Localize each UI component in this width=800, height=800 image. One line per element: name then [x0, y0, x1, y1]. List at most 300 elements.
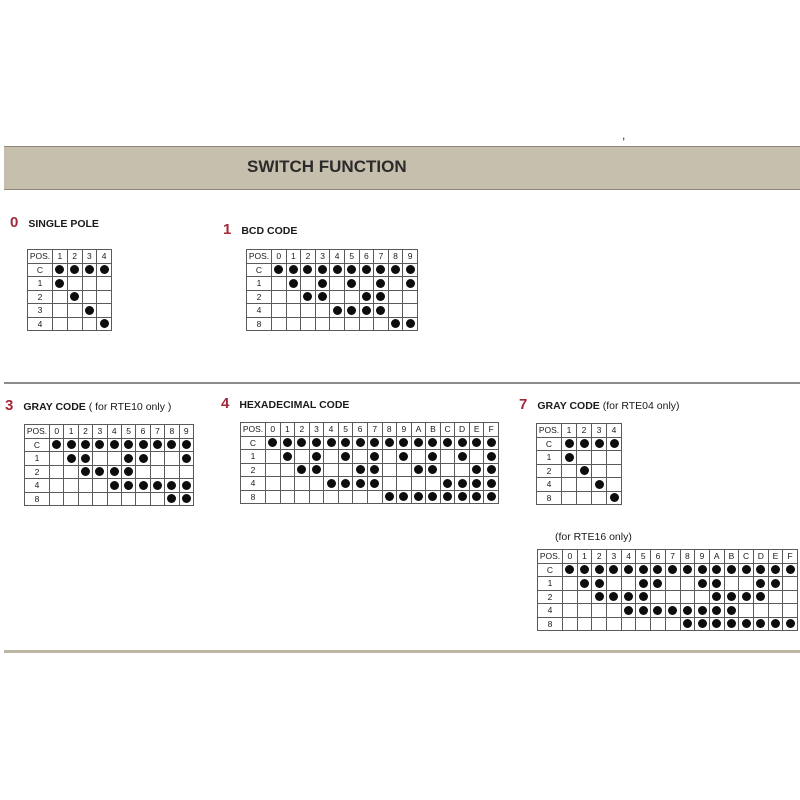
contact-dot-icon — [341, 438, 350, 447]
contact-dot-icon — [610, 439, 619, 448]
row-label: 4 — [538, 604, 563, 618]
contact-dot-icon — [139, 454, 148, 463]
contact-dot-icon — [771, 565, 780, 574]
contact-dot-icon — [297, 465, 306, 474]
contact-dot-icon — [712, 579, 721, 588]
contact-dot-icon — [595, 480, 604, 489]
contact-dot-icon — [303, 265, 312, 274]
contact-dot-icon — [153, 481, 162, 490]
contact-dot-icon — [771, 619, 780, 628]
column-header: 9 — [403, 250, 418, 264]
table-cell — [367, 490, 382, 504]
table-cell — [359, 277, 374, 291]
table-cell — [301, 317, 316, 331]
table-cell — [330, 304, 345, 318]
table-cell — [665, 577, 680, 591]
table-cell — [680, 577, 695, 591]
table-cell — [592, 491, 607, 505]
table-cell — [783, 590, 798, 604]
contact-dot-icon — [385, 492, 394, 501]
table-cell — [592, 464, 607, 478]
contact-dot-icon — [458, 492, 467, 501]
table-cell — [403, 317, 418, 331]
table-cell — [67, 304, 82, 318]
column-header: 5 — [338, 423, 353, 437]
table-cell — [93, 465, 107, 479]
column-header: 3 — [607, 550, 622, 564]
section-note: ( for RTE10 only ) — [85, 401, 172, 413]
contact-dot-icon — [303, 292, 312, 301]
table-row — [247, 290, 418, 304]
contact-dot-icon — [458, 438, 467, 447]
contact-dot-icon — [362, 265, 371, 274]
table-cell — [78, 479, 92, 493]
table-cell — [783, 577, 798, 591]
table-cell — [272, 317, 287, 331]
table-cell — [359, 263, 374, 277]
table-cell — [636, 590, 651, 604]
table-cell — [67, 263, 82, 277]
table-cell — [577, 478, 592, 492]
table-row — [538, 604, 798, 618]
contact-dot-icon — [124, 467, 133, 476]
column-header: 3 — [315, 250, 330, 264]
table-cell — [753, 563, 768, 577]
table-cell — [577, 577, 592, 591]
table-cell — [107, 479, 121, 493]
table-cell — [309, 450, 324, 464]
section-number: 0 — [10, 214, 19, 231]
table-cell — [359, 304, 374, 318]
table-cell — [121, 492, 135, 506]
column-header: B — [724, 550, 739, 564]
table-cell — [724, 617, 739, 631]
table-row — [538, 617, 798, 631]
table-cell — [286, 304, 301, 318]
table-cell — [680, 563, 695, 577]
column-header: 8 — [680, 550, 695, 564]
table-cell — [651, 590, 666, 604]
table-cell — [753, 617, 768, 631]
column-header: D — [455, 423, 470, 437]
table-cell — [324, 477, 339, 491]
table-row — [537, 478, 622, 492]
row-label: 2 — [25, 465, 50, 479]
table-cell — [179, 438, 193, 452]
section-title: BCD CODE — [241, 225, 298, 237]
contact-dot-icon — [487, 492, 496, 501]
table-cell — [97, 317, 112, 331]
column-header-pos: POS. — [247, 250, 272, 264]
table-cell — [97, 304, 112, 318]
table-cell — [484, 436, 499, 450]
section-title: SINGLE POLE — [28, 218, 99, 230]
table-cell — [577, 617, 592, 631]
table-cell — [680, 617, 695, 631]
contact-dot-icon — [683, 565, 692, 574]
contact-dot-icon — [472, 465, 481, 474]
table-cell — [455, 436, 470, 450]
row-label: 4 — [241, 477, 266, 491]
column-header: 6 — [651, 550, 666, 564]
contact-dot-icon — [472, 479, 481, 488]
table-row — [247, 304, 418, 318]
contact-dot-icon — [443, 492, 452, 501]
table-cell — [577, 563, 592, 577]
table-cell — [272, 277, 287, 291]
table-cell — [359, 317, 374, 331]
table-cell — [136, 465, 150, 479]
row-label: C — [28, 263, 53, 277]
page-title: SWITCH FUNCTION — [247, 157, 407, 176]
contact-dot-icon — [458, 452, 467, 461]
table-row — [28, 317, 112, 331]
contact-dot-icon — [100, 319, 109, 328]
table-cell — [607, 577, 622, 591]
table-cell — [382, 477, 397, 491]
table-cell — [286, 290, 301, 304]
table-cell — [562, 478, 577, 492]
column-header: 7 — [150, 425, 164, 439]
row-label: 8 — [247, 317, 272, 331]
truth-table-gray-rte10 — [24, 424, 194, 506]
section-divider — [4, 382, 800, 384]
table-cell — [440, 477, 455, 491]
contact-dot-icon — [580, 439, 589, 448]
table-cell — [440, 450, 455, 464]
table-cell — [621, 604, 636, 618]
table-cell — [426, 450, 441, 464]
table-cell — [724, 577, 739, 591]
table-cell — [411, 436, 426, 450]
contact-dot-icon — [341, 479, 350, 488]
row-label: 1 — [537, 451, 562, 465]
table-cell — [280, 490, 295, 504]
table-header-row — [538, 550, 798, 564]
contact-dot-icon — [595, 592, 604, 601]
column-header: B — [426, 423, 441, 437]
contact-dot-icon — [414, 465, 423, 474]
contact-dot-icon — [487, 465, 496, 474]
table-cell — [563, 590, 578, 604]
table-cell — [78, 465, 92, 479]
column-header: D — [753, 550, 768, 564]
table-cell — [266, 463, 281, 477]
contact-dot-icon — [391, 265, 400, 274]
table-cell — [266, 436, 281, 450]
table-cell — [53, 277, 68, 291]
table-row — [241, 490, 499, 504]
table-cell — [136, 492, 150, 506]
table-cell — [469, 436, 484, 450]
table-cell — [768, 577, 783, 591]
contact-dot-icon — [312, 438, 321, 447]
table-cell — [563, 577, 578, 591]
truth-table-single-pole — [27, 249, 112, 331]
contact-dot-icon — [639, 579, 648, 588]
table-cell — [121, 479, 135, 493]
table-cell — [359, 290, 374, 304]
contact-dot-icon — [639, 592, 648, 601]
table-cell — [309, 490, 324, 504]
contact-dot-icon — [356, 479, 365, 488]
table-cell — [695, 617, 710, 631]
table-cell — [397, 436, 412, 450]
contact-dot-icon — [609, 592, 618, 601]
table-cell — [93, 479, 107, 493]
table-cell — [382, 490, 397, 504]
column-header: 5 — [344, 250, 359, 264]
contact-dot-icon — [333, 306, 342, 315]
table-cell — [636, 617, 651, 631]
row-label: 4 — [537, 478, 562, 492]
contact-dot-icon — [341, 452, 350, 461]
contact-dot-icon — [182, 494, 191, 503]
row-label: 2 — [538, 590, 563, 604]
contact-dot-icon — [399, 438, 408, 447]
contact-dot-icon — [406, 279, 415, 288]
table-cell — [50, 479, 64, 493]
contact-dot-icon — [472, 492, 481, 501]
contact-dot-icon — [333, 265, 342, 274]
row-label: 4 — [247, 304, 272, 318]
contact-dot-icon — [595, 579, 604, 588]
contact-dot-icon — [698, 619, 707, 628]
table-cell — [286, 277, 301, 291]
table-cell — [50, 465, 64, 479]
column-header: 4 — [324, 423, 339, 437]
table-cell — [455, 450, 470, 464]
row-label: 2 — [247, 290, 272, 304]
table-cell — [388, 277, 403, 291]
table-cell — [353, 436, 368, 450]
contact-dot-icon — [283, 438, 292, 447]
table-cell — [295, 436, 310, 450]
section-heading-gray-rte10 — [5, 397, 171, 415]
row-label: C — [241, 436, 266, 450]
contact-dot-icon — [81, 440, 90, 449]
table-cell — [739, 617, 754, 631]
contact-dot-icon — [376, 279, 385, 288]
contact-dot-icon — [70, 265, 79, 274]
table-cell — [753, 590, 768, 604]
contact-dot-icon — [376, 292, 385, 301]
column-header-pos: POS. — [537, 424, 562, 438]
column-header: 1 — [562, 424, 577, 438]
table-cell — [374, 317, 389, 331]
table-cell — [709, 590, 724, 604]
table-cell — [97, 277, 112, 291]
table-row — [25, 465, 194, 479]
column-header-pos: POS. — [28, 250, 53, 264]
contact-dot-icon — [624, 606, 633, 615]
contact-dot-icon — [110, 440, 119, 449]
table-cell — [695, 590, 710, 604]
table-cell — [695, 604, 710, 618]
table-cell — [67, 290, 82, 304]
contact-dot-icon — [683, 606, 692, 615]
table-cell — [651, 617, 666, 631]
contact-dot-icon — [283, 452, 292, 461]
table-cell — [680, 604, 695, 618]
column-header: 4 — [607, 424, 622, 438]
table-cell — [53, 317, 68, 331]
table-cell — [621, 563, 636, 577]
contact-dot-icon — [668, 565, 677, 574]
table-cell — [330, 263, 345, 277]
contact-dot-icon — [756, 592, 765, 601]
table-cell — [455, 490, 470, 504]
contact-dot-icon — [139, 481, 148, 490]
table-cell — [315, 263, 330, 277]
corner-mark: , — [622, 128, 626, 142]
table-cell — [563, 604, 578, 618]
row-label: C — [247, 263, 272, 277]
column-header: 8 — [388, 250, 403, 264]
table-cell — [724, 604, 739, 618]
table-cell — [469, 477, 484, 491]
column-header: 1 — [280, 423, 295, 437]
column-header: 5 — [636, 550, 651, 564]
contact-dot-icon — [472, 438, 481, 447]
table-cell — [295, 450, 310, 464]
contact-dot-icon — [727, 592, 736, 601]
contact-dot-icon — [268, 438, 277, 447]
contact-dot-icon — [712, 592, 721, 601]
table-cell — [426, 436, 441, 450]
table-cell — [469, 450, 484, 464]
table-cell — [165, 492, 179, 506]
table-row — [538, 577, 798, 591]
column-header: 1 — [64, 425, 78, 439]
table-header-row — [25, 425, 194, 439]
contact-dot-icon — [347, 265, 356, 274]
table-cell — [150, 479, 164, 493]
table-cell — [592, 617, 607, 631]
contact-dot-icon — [370, 452, 379, 461]
contact-dot-icon — [653, 579, 662, 588]
row-label: 8 — [538, 617, 563, 631]
table-cell — [93, 492, 107, 506]
contact-dot-icon — [580, 466, 589, 475]
table-cell — [64, 452, 78, 466]
table-cell — [82, 304, 97, 318]
table-row — [537, 464, 622, 478]
contact-dot-icon — [610, 493, 619, 502]
contact-dot-icon — [347, 306, 356, 315]
table-cell — [301, 290, 316, 304]
contact-dot-icon — [428, 465, 437, 474]
contact-dot-icon — [110, 481, 119, 490]
column-header: 2 — [301, 250, 316, 264]
table-cell — [695, 577, 710, 591]
table-cell — [592, 563, 607, 577]
contact-dot-icon — [153, 440, 162, 449]
table-cell — [344, 290, 359, 304]
column-header: 2 — [577, 424, 592, 438]
table-cell — [93, 438, 107, 452]
table-cell — [272, 304, 287, 318]
contact-dot-icon — [756, 619, 765, 628]
table-cell — [179, 452, 193, 466]
contact-dot-icon — [624, 565, 633, 574]
contact-dot-icon — [318, 265, 327, 274]
row-label: 8 — [537, 491, 562, 505]
table-cell — [150, 465, 164, 479]
table-cell — [388, 317, 403, 331]
contact-dot-icon — [167, 481, 176, 490]
contact-dot-icon — [443, 438, 452, 447]
table-cell — [150, 438, 164, 452]
table-cell — [266, 477, 281, 491]
table-cell — [353, 450, 368, 464]
contact-dot-icon — [565, 439, 574, 448]
table-cell — [753, 604, 768, 618]
table-row — [28, 290, 112, 304]
table-cell — [150, 492, 164, 506]
table-cell — [353, 490, 368, 504]
table-cell — [739, 590, 754, 604]
table-cell — [724, 563, 739, 577]
row-label: 1 — [247, 277, 272, 291]
column-header: 4 — [107, 425, 121, 439]
table-cell — [607, 451, 622, 465]
contact-dot-icon — [639, 565, 648, 574]
table-cell — [121, 452, 135, 466]
table-cell — [651, 563, 666, 577]
contact-dot-icon — [712, 619, 721, 628]
table-cell — [636, 577, 651, 591]
contact-dot-icon — [727, 619, 736, 628]
table-cell — [82, 263, 97, 277]
contact-dot-icon — [356, 438, 365, 447]
column-header: F — [783, 550, 798, 564]
section-title: HEXADECIMAL CODE — [239, 399, 350, 411]
table-cell — [621, 590, 636, 604]
table-cell — [403, 290, 418, 304]
table-cell — [753, 577, 768, 591]
table-cell — [64, 438, 78, 452]
contact-dot-icon — [609, 565, 618, 574]
column-header-pos: POS. — [241, 423, 266, 437]
table-cell — [382, 463, 397, 477]
table-cell — [621, 617, 636, 631]
contact-dot-icon — [580, 565, 589, 574]
contact-dot-icon — [668, 606, 677, 615]
contact-dot-icon — [414, 438, 423, 447]
table-cell — [107, 492, 121, 506]
contact-dot-icon — [595, 439, 604, 448]
table-header-row — [247, 250, 418, 264]
column-header: F — [484, 423, 499, 437]
contact-dot-icon — [312, 465, 321, 474]
table-cell — [709, 563, 724, 577]
contact-dot-icon — [565, 453, 574, 462]
table-cell — [592, 478, 607, 492]
table-cell — [592, 451, 607, 465]
column-header: 0 — [50, 425, 64, 439]
section-note: (for RTE04 only) — [599, 400, 680, 412]
contact-dot-icon — [139, 440, 148, 449]
table-cell — [739, 577, 754, 591]
column-header: 2 — [67, 250, 82, 264]
column-header-pos: POS. — [25, 425, 50, 439]
column-header: 6 — [359, 250, 374, 264]
section-title: GRAY CODE — [23, 401, 86, 413]
table-cell — [607, 464, 622, 478]
column-header: A — [709, 550, 724, 564]
table-cell — [53, 304, 68, 318]
